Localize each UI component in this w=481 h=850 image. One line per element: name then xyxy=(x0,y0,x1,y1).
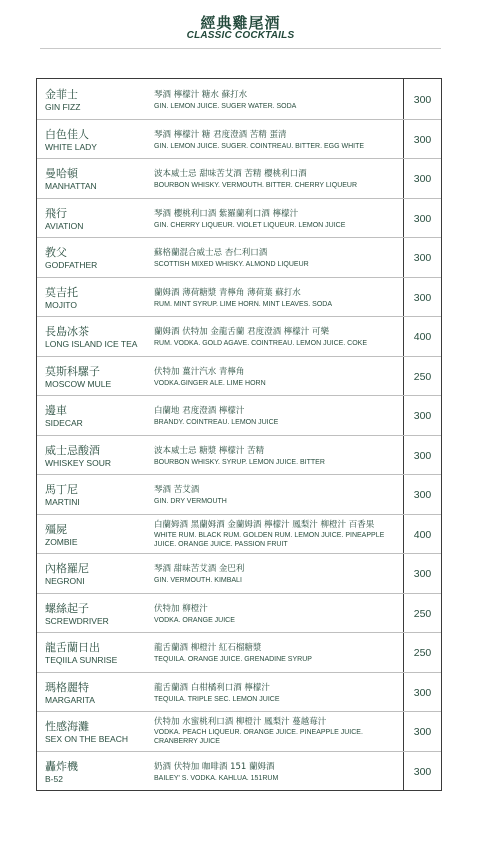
ingredients-chinese: 龍舌蘭酒 柳橙汁 紅石榴糖漿 xyxy=(154,643,262,653)
cocktail-price: 300 xyxy=(413,252,432,264)
menu-row xyxy=(37,515,441,555)
ingredients-english: GIN. CHERRY LIQUEUR. VIOLET LIQUEUR. LEMON JUICE xyxy=(154,221,346,229)
cocktail-name-chinese: 威士忌酸酒 xyxy=(45,443,100,457)
menu-row xyxy=(37,752,441,792)
ingredients-english: RUM. MINT SYRUP. LIME HORN. MINT LEAVES. SODA xyxy=(154,300,333,308)
cocktail-price: 300 xyxy=(413,173,432,185)
cocktail-price: 300 xyxy=(413,291,432,304)
cocktail-name-chinese: 白色佳人 xyxy=(45,127,89,141)
menu-row xyxy=(37,80,441,120)
menu-row xyxy=(37,120,441,160)
menu-header xyxy=(0,0,481,54)
menu-row xyxy=(37,673,441,713)
ingredients-english: VODKA. ORANGE JUICE xyxy=(154,616,235,624)
cocktail-price: 300 xyxy=(413,489,432,501)
ingredients-chinese: 奶酒 伏特加 咖啡酒 151 蘭姆酒 xyxy=(154,761,275,772)
menu-row xyxy=(37,396,441,436)
ingredients-english: GIN. VERMOUTH. KIMBALI xyxy=(154,577,242,584)
cocktail-name-chinese: 性感海灘 xyxy=(45,720,89,733)
ingredients-chinese: 伏特加 柳橙汁 xyxy=(154,603,208,614)
ingredients-chinese: 琴酒 苦艾酒 xyxy=(154,485,200,495)
cocktail-name-english: AVIATION xyxy=(45,220,84,231)
cocktail-name-english: SCREWDRIVER xyxy=(45,615,109,626)
cocktail-name-english: TEQIILA SUNRISE xyxy=(45,655,118,665)
ingredients-chinese: 白蘭地 君度澄酒 檸檬汁 xyxy=(154,406,245,416)
cocktail-price: 300 xyxy=(413,410,432,422)
cocktail-price: 400 xyxy=(413,331,432,343)
cocktail-price: 300 xyxy=(413,568,432,580)
cocktail-name-english: B-52 xyxy=(45,773,63,784)
menu-row xyxy=(37,475,441,515)
menu-row xyxy=(37,554,441,594)
cocktail-name-english: ZOMBIE xyxy=(45,536,78,547)
ingredients-chinese: 伏特加 水蜜桃利口酒 柳橙汁 鳳梨汁 蔓越莓汁 xyxy=(154,717,327,727)
cocktail-name-chinese: 長島冰茶 xyxy=(45,325,89,338)
ingredients-chinese: 琴酒 檸檬汁 糖水 蘇打水 xyxy=(154,90,248,100)
cocktail-name-chinese: 莫吉托 xyxy=(45,285,78,299)
ingredients-english: GIN. LEMON JUICE. SUGER WATER. SODA xyxy=(154,103,297,110)
cocktail-name-chinese: 飛行 xyxy=(45,206,67,220)
cocktail-price: 300 xyxy=(413,449,432,462)
cocktail-name-chinese: 馬丁尼 xyxy=(45,483,78,496)
cocktail-name-english: MARGARITA xyxy=(45,694,95,705)
cocktail-price: 300 xyxy=(413,686,432,699)
ingredients-english: WHITE RUM. BLACK RUM. GOLDEN RUM. LEMON JUICE. PINEAPPLE JUICE. ORANGE JUICE. PASSION FRUIT xyxy=(154,531,385,548)
ingredients-english: RUM. VODKA. GOLD AGAVE. COINTREAU. LEMON JUICE. COKE xyxy=(154,340,368,347)
menu-row xyxy=(37,159,441,199)
ingredients-chinese: 琴酒 甜味苦艾酒 金巴利 xyxy=(154,564,245,574)
cocktail-name-english: MARTINI xyxy=(45,497,80,507)
ingredients-english: TEQUILA. TRIPLE SEC. LEMON JUICE xyxy=(154,695,280,703)
menu-row xyxy=(37,238,441,278)
cocktail-name-english: MOSCOW MULE xyxy=(45,378,112,389)
ingredients-english: TEQUILA. ORANGE JUICE. GRENADINE SYRUP xyxy=(154,656,312,663)
cocktail-name-english: MOJITO xyxy=(45,299,77,310)
ingredients-english: GIN. DRY VERMOUTH xyxy=(154,498,227,505)
cocktail-price: 300 xyxy=(413,765,432,778)
cocktail-name-english: WHISKEY SOUR xyxy=(45,457,111,468)
cocktail-price: 300 xyxy=(413,133,432,146)
cocktail-name-english: GIN FIZZ xyxy=(45,102,81,112)
cocktail-name-english: LONG ISLAND ICE TEA xyxy=(45,339,138,349)
menu-row xyxy=(37,712,441,752)
cocktail-name-chinese: 教父 xyxy=(45,246,67,259)
cocktail-name-chinese: 莫斯科騾子 xyxy=(45,364,100,378)
menu-row xyxy=(37,317,441,357)
header-divider xyxy=(40,48,441,49)
cocktail-price: 250 xyxy=(413,370,432,383)
cocktail-name-chinese: 邊車 xyxy=(45,404,67,417)
cocktail-name-chinese: 曼哈頓 xyxy=(45,167,78,180)
ingredients-chinese: 伏特加 薑汁汽水 青檸角 xyxy=(154,366,245,377)
ingredients-chinese: 波本威士忌 甜味苦艾酒 苦精 櫻桃利口酒 xyxy=(154,169,307,179)
ingredients-chinese: 龍舌蘭酒 白柑橘利口酒 檸檬汁 xyxy=(154,682,270,693)
ingredients-english: BAILEY' S. VODKA. KAHLUA. 151RUM xyxy=(154,774,279,782)
ingredients-english: BRANDY. COINTREAU. LEMON JUICE xyxy=(154,419,279,426)
ingredients-chinese: 蘭姆酒 薄荷糖漿 青檸角 薄荷葉 蘇打水 xyxy=(154,287,301,298)
menu-row xyxy=(37,594,441,634)
menu-row xyxy=(37,633,441,673)
cocktail-menu-table xyxy=(36,78,442,791)
menu-title-english: CLASSIC COCKTAILS xyxy=(186,30,295,41)
cocktail-name-chinese: 螺絲起子 xyxy=(45,601,89,615)
cocktail-price: 250 xyxy=(413,647,432,659)
ingredients-chinese: 琴酒 檸檬汁 糖 君度澄酒 苦精 蛋清 xyxy=(154,129,287,140)
ingredients-chinese: 白蘭姆酒 黑蘭姆酒 金蘭姆酒 檸檬汁 鳳梨汁 柳橙汁 百香果 xyxy=(154,519,375,530)
ingredients-english: VODKA.GINGER ALE. LIME HORN xyxy=(154,379,266,387)
menu-row xyxy=(37,199,441,239)
cocktail-price: 300 xyxy=(413,94,432,106)
cocktail-name-chinese: 殭屍 xyxy=(45,522,67,536)
cocktail-name-chinese: 龍舌蘭日出 xyxy=(45,641,100,654)
cocktail-name-chinese: 內格羅尼 xyxy=(45,562,89,575)
cocktail-name-english: MANHATTAN xyxy=(45,181,97,191)
menu-row xyxy=(37,436,441,476)
cocktail-name-english: WHITE LADY xyxy=(45,141,97,152)
cocktail-price: 250 xyxy=(413,607,432,620)
cocktail-name-english: SIDECAR xyxy=(45,418,83,428)
menu-title-chinese: 經典雞尾酒 xyxy=(200,14,281,32)
cocktail-name-english: SEX ON THE BEACH xyxy=(45,734,128,744)
cocktail-name-chinese: 金菲士 xyxy=(45,88,78,101)
ingredients-chinese: 波本威士忌 糖漿 檸檬汁 苦精 xyxy=(154,445,265,456)
ingredients-english: SCOTTISH MIXED WHISKY. ALMOND LIQUEUR xyxy=(154,261,309,268)
ingredients-chinese: 蘭姆酒 伏特加 金龍舌蘭 君度澄酒 檸檬汁 可樂 xyxy=(154,327,330,337)
ingredients-chinese: 蘇格蘭混合威士忌 杏仁利口酒 xyxy=(154,248,268,258)
ingredients-chinese: 琴酒 櫻桃利口酒 紫羅蘭利口酒 檸檬汁 xyxy=(154,208,299,219)
cocktail-price: 400 xyxy=(413,528,432,541)
cocktail-name-english: GODFATHER xyxy=(45,260,98,270)
menu-row xyxy=(37,357,441,397)
cocktail-name-chinese: 瑪格麗特 xyxy=(45,680,89,694)
ingredients-english: BOURBON WHISKY. VERMOUTH. BITTER. CHERRY LIQUEUR xyxy=(154,182,358,189)
cocktail-price: 300 xyxy=(413,212,432,225)
cocktail-name-chinese: 轟炸機 xyxy=(45,759,78,773)
ingredients-english: BOURBON WHISKY. SYRUP. LEMON JUICE. BITTER xyxy=(154,458,325,466)
ingredients-english: GIN. LEMON JUICE. SUGER. COINTREAU. BITTER. EGG WHITE xyxy=(154,142,365,150)
ingredients-english: VODKA. PEACH LIQUEUR. ORANGE JUICE. PINEAPPLE JUICE. CRANBERRY JUICE xyxy=(154,729,363,745)
cocktail-price: 300 xyxy=(413,726,432,738)
menu-row xyxy=(37,278,441,318)
cocktail-name-english: NEGRONI xyxy=(45,576,85,586)
